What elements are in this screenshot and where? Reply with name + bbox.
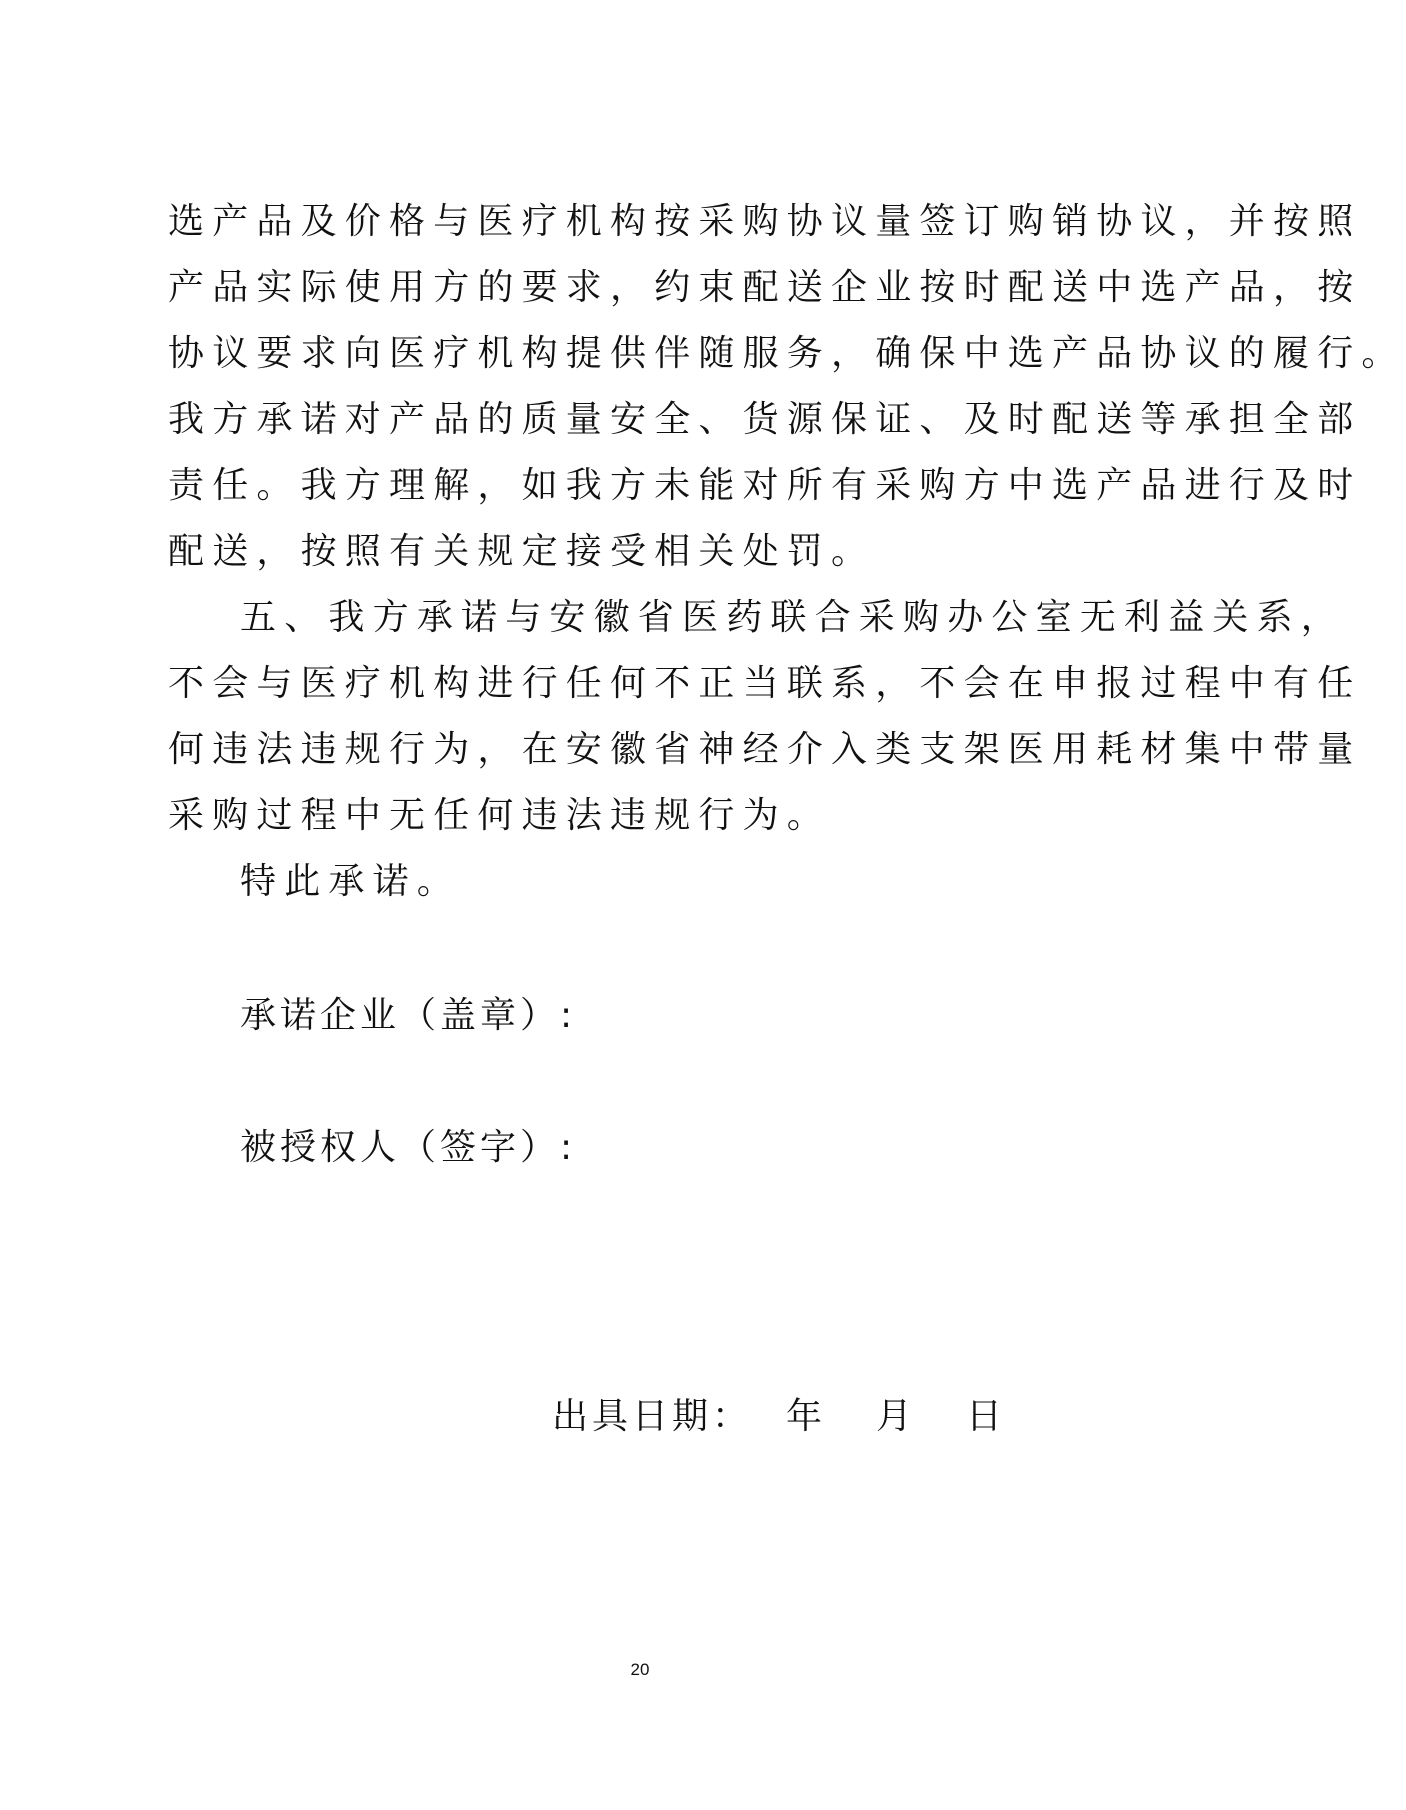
- issue-date-row: [0, 1397, 1280, 1441]
- date-month-label: 月: [876, 1396, 917, 1437]
- paragraph-2-line-4: 采购过程中无任何违法违规行为。: [168, 795, 832, 836]
- company-seal-label: 承诺企业（盖章）:: [240, 995, 577, 1036]
- paragraph-2-line-3: 何违法违规行为，在安徽省神经介入类支架医用耗材集中带量: [168, 729, 1362, 770]
- issue-date-label: 出具日期：: [552, 1396, 753, 1437]
- authorized-signature-label: 被授权人（签字）:: [240, 1127, 577, 1168]
- closing-statement: 特此承诺。: [240, 861, 462, 902]
- paragraph-1-line-1: 选产品及价格与医疗机构按采购协议量签订购销协议，并按照: [168, 201, 1362, 242]
- page-number: 20: [630, 1660, 650, 1679]
- paragraph-2-line-1: 五、我方承诺与安徽省医药联合采购办公室无利益关系，: [240, 597, 1346, 638]
- paragraph-1-line-6: 配送，按照有关规定接受相关处罚。: [168, 531, 876, 572]
- paragraph-1-line-2: 产品实际使用方的要求，约束配送企业按时配送中选产品，按: [168, 267, 1362, 308]
- paragraph-2-line-2: 不会与医疗机构进行任何不正当联系，不会在申报过程中有任: [168, 663, 1362, 704]
- date-day-label: 日: [966, 1396, 1007, 1437]
- paragraph-1-line-4: 我方承诺对产品的质量安全、货源保证、及时配送等承担全部: [168, 399, 1362, 440]
- date-year-label: 年: [786, 1396, 827, 1437]
- paragraph-1-line-3: 协议要求向医疗机构提供伴随服务，确保中选产品协议的履行。: [168, 333, 1406, 374]
- paragraph-1-line-5: 责任。我方理解，如我方未能对所有采购方中选产品进行及时: [168, 465, 1362, 506]
